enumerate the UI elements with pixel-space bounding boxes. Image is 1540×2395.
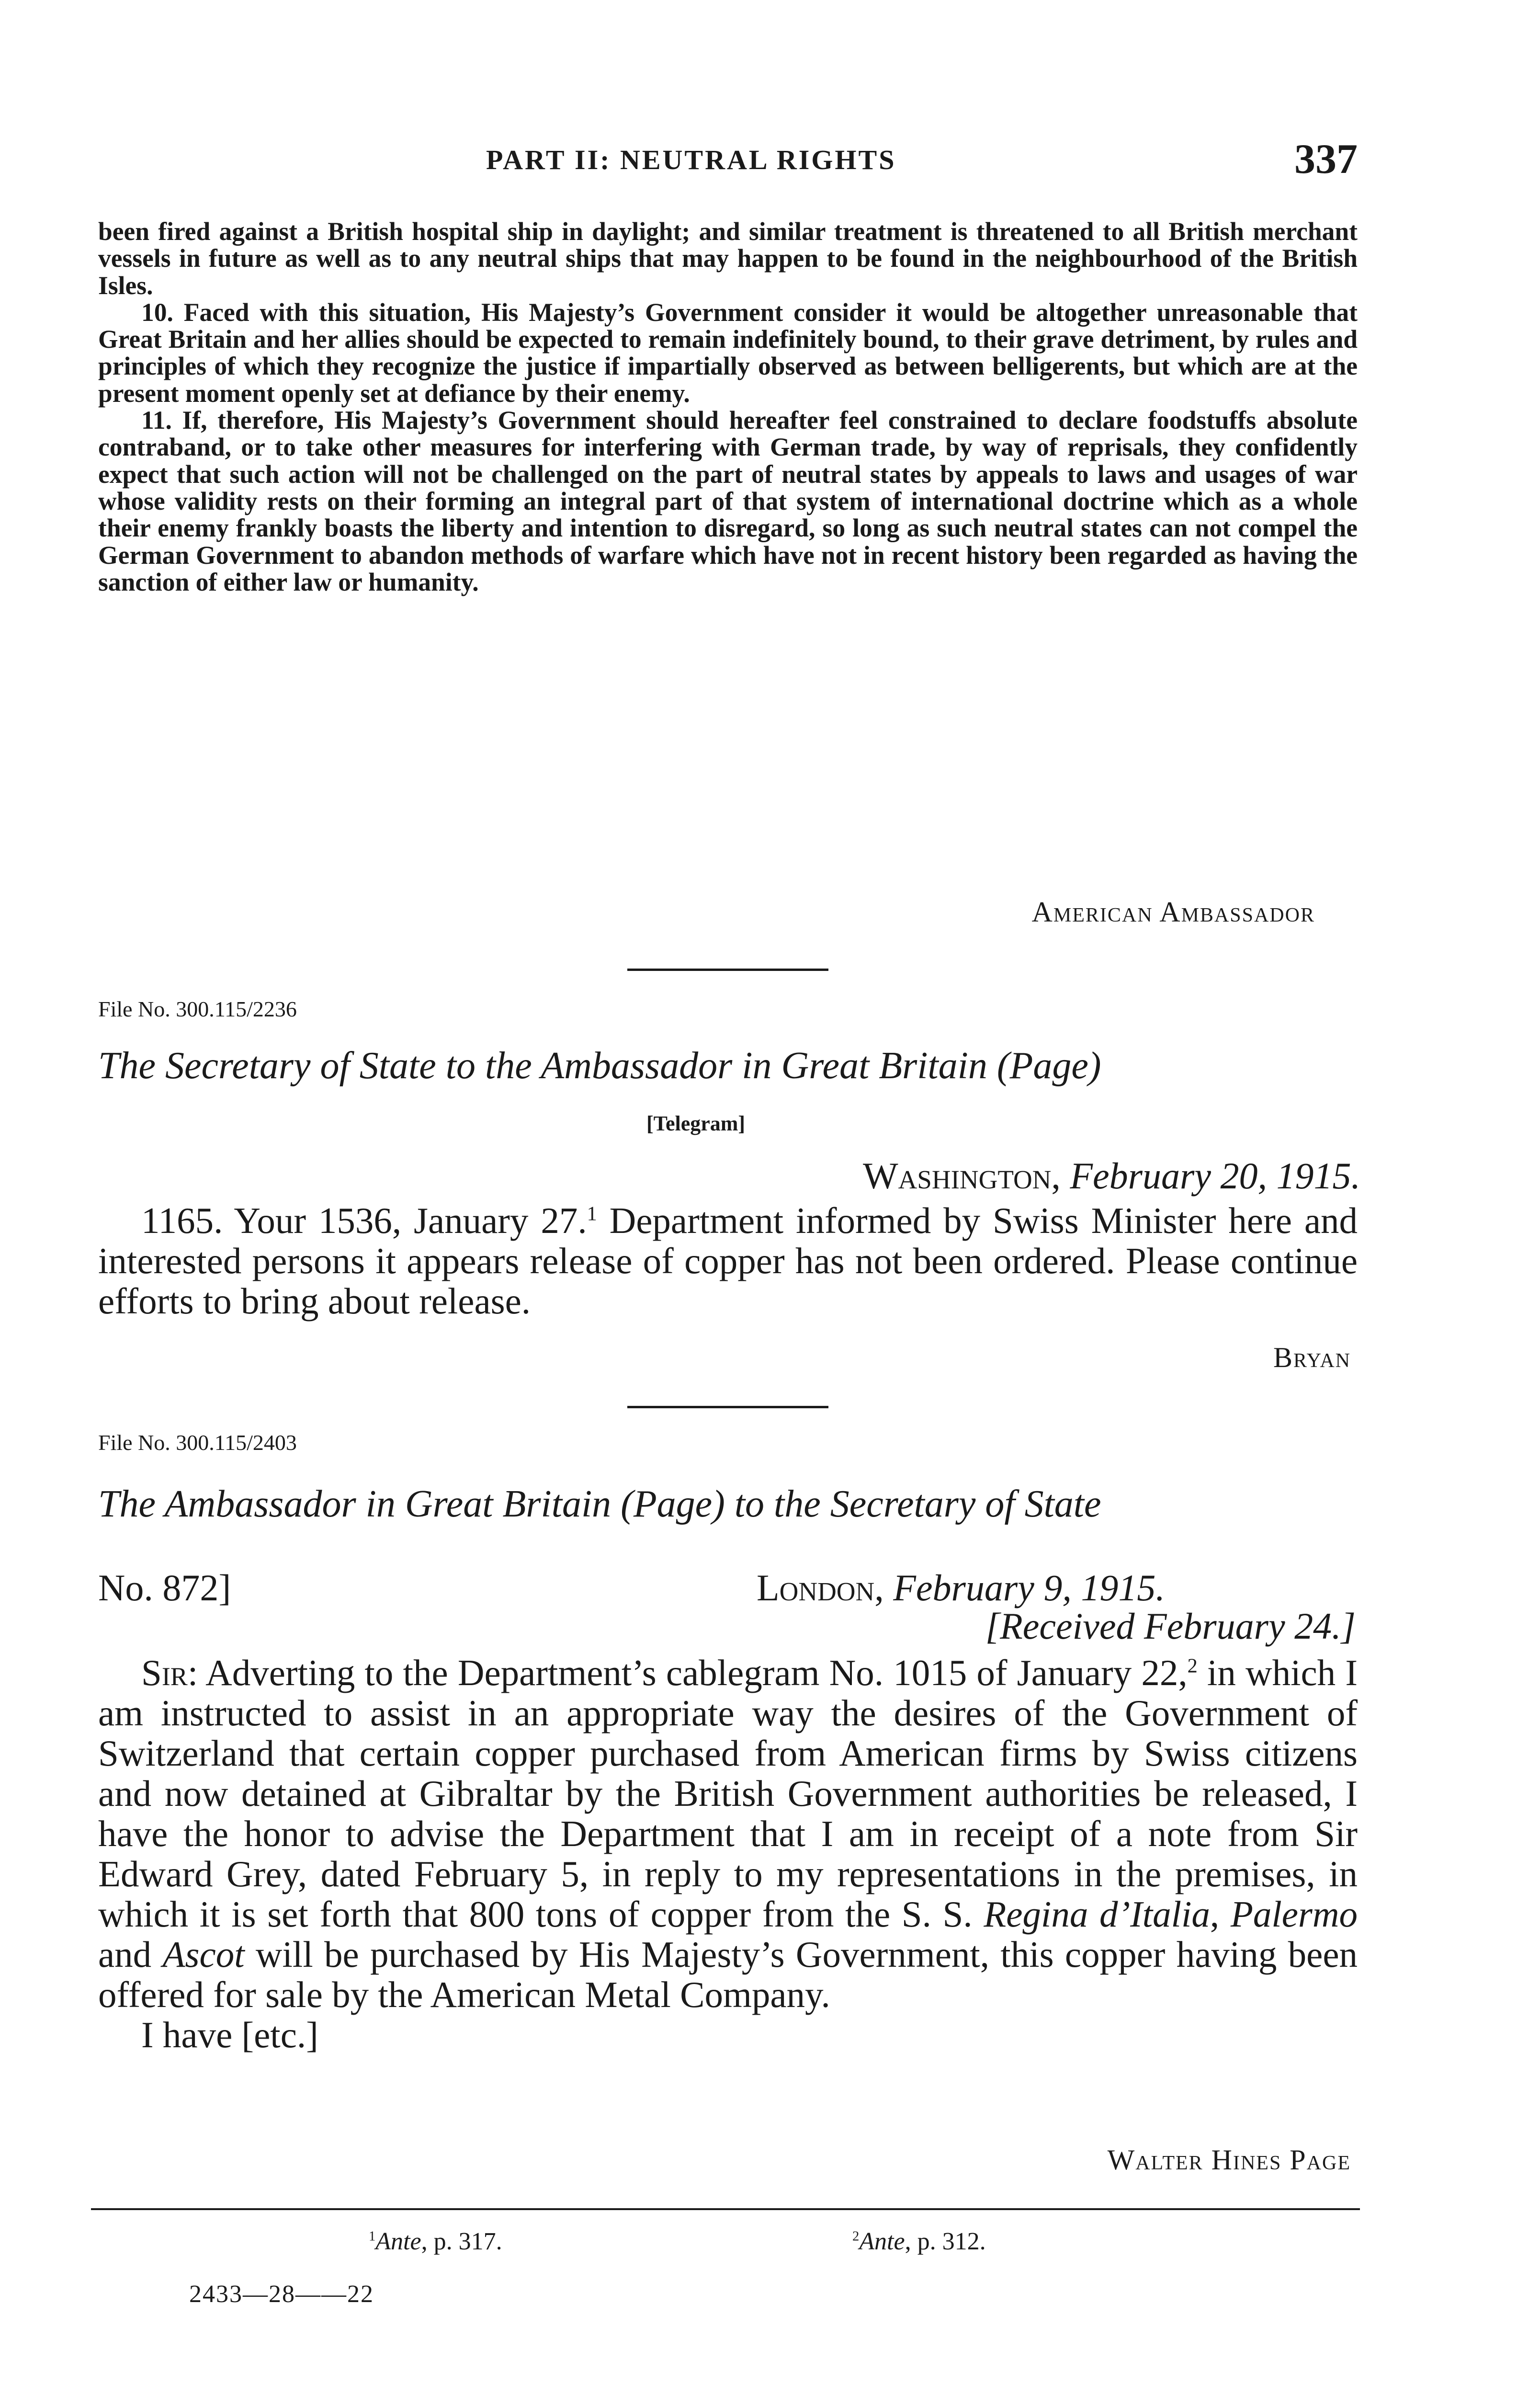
dateline-date: February 20, 1915.: [1070, 1155, 1360, 1197]
closing: I have [etc.]: [141, 2014, 318, 2055]
footnote-rule: [91, 2208, 1360, 2210]
dateline: [757, 1566, 1165, 1609]
file-number: File No. 300.115/2403: [98, 1430, 297, 1455]
signature-american-ambassador: American Ambassador: [1031, 896, 1315, 928]
footnote-reference: 2: [1187, 1654, 1198, 1677]
telegram-text-a: 1165. Your 1536, January 27.: [141, 1200, 587, 1241]
ship-name: Palermo: [1230, 1893, 1358, 1935]
page-number: 337: [1294, 136, 1358, 182]
running-head-title: PART II: NEUTRAL RIGHTS: [486, 144, 896, 175]
dateline-date: February 9, 1915.: [893, 1567, 1165, 1608]
telegram-body: [98, 1200, 1358, 1321]
print-code: 2433—28——22: [189, 2281, 374, 2308]
signature-walter-hines-page: Walter Hines Page: [1107, 2144, 1351, 2176]
dateline: [863, 1154, 1360, 1198]
section-divider: [627, 1406, 828, 1408]
section-divider: [627, 969, 828, 971]
despatch-paragraph: Sir: Adverting to the Department’s cablegram No. 1015 of January 22,$^2$ in which I am instructed to assist in an appropriate way the desires of the Government of Switzerland that certain copper purchased from American firms by Swiss citizens and now detained at Gibraltar by the British Government authorities be released, I have the honor to advise the Department that I am in receipt of a note from Sir Edward Grey, dated February 5, in reply to my representations in the premises, in which it is set forth that 800 tons of copper from the S. S. Regina d’Italia, Palermo and Ascot will be purchased by His Majesty’s Government, this copper having been offered for sale by the American Metal Company.: [98, 1652, 1358, 2015]
despatch-text-b: in which I am instructed to assist in an appropriate way the desires of the Government of Switzerland that certain copper purchased from American firms by Swiss citizens and now detained at Gibraltar by the British Government authorities be released, I have the honor to advise the Department that I am in receipt of a note from Sir Edward Grey, dated February 5, in reply to my representations in the premises, in which it is set forth that 800 tons of copper from the S. S.: [98, 1652, 1358, 1935]
file-number: File No. 300.115/2236: [98, 997, 297, 1021]
despatch-text-c: will be purchased by His Majesty’s Government, this copper having been offered for sale by the American Metal Company.: [98, 1934, 1358, 2015]
signature-bryan: Bryan: [1273, 1342, 1351, 1373]
despatch-number: No. 872]: [98, 1567, 231, 1608]
despatch-text-a: : Adverting to the Department’s cablegram No. 1015 of January 22,: [187, 1652, 1188, 1693]
dateline-place: London,: [757, 1567, 884, 1608]
footnote-1: $^1$Ante, p. 317.: [369, 2228, 502, 2255]
running-head: [98, 136, 1358, 182]
telegram-text-b: Department informed by Swiss Minister here and interested persons it appears release of copper has not been ordered. Please continue efforts to bring about release.: [98, 1200, 1358, 1322]
paragraph-10: 10. Faced with this situation, His Majesty’s Government consider it would be altogether unreasonable that Great Britain and her allies should be expected to remain indefinitely bound, to their grave detriment, by rules and principles of which they recognize the justice if impartially observed as between belligerents, but which are at the present moment openly set at defiance by their enemy.: [98, 297, 1358, 408]
telegram-label: [Telegram]: [646, 1112, 746, 1135]
continued-letter-text: [98, 218, 1358, 595]
received-date: [Received February 24.]: [985, 1605, 1356, 1647]
paragraph-11: 11. If, therefore, His Majesty’s Government should hereafter feel constrained to declare foodstuffs absolute contraband, or to take other measures for interfering with German trade, by way of reprisals, they confidently expect that such action will not be challenged on the part of neutral states by appeals to laws and usages of war whose validity rests on their forming an integral part of that system of international doctrine which as a whole their enemy frankly boasts the liberty and intention to disregard, so long as such neutral states can not compel the German Government to abandon methods of warfare which have not in recent history been regarded as having the sanction of either law or humanity.: [98, 406, 1358, 596]
salutation: Sir: [141, 1652, 188, 1693]
footnote-2: $^2$Ante, p. 312.: [852, 2228, 986, 2255]
footnote-reference: 1: [587, 1202, 597, 1225]
telegram-paragraph: [98, 1200, 1358, 1321]
paragraph-continued: been fired against a British hospital ship in daylight; and similar treatment is threatened to all British merchant vessels in future as well as to any neutral ships that may happen to be found in the neighbourhood of the British Isles.: [98, 217, 1358, 300]
despatch-body: [98, 1653, 1358, 2055]
dateline-place: Washington,: [862, 1155, 1061, 1197]
document-title: The Secretary of State to the Ambassador in Great Britain (Page): [98, 1045, 1101, 1087]
document-title: The Ambassador in Great Britain (Page) to the Secretary of State: [98, 1483, 1101, 1525]
ship-name: Ascot: [162, 1934, 245, 1975]
ship-name: Regina d’Italia: [984, 1893, 1210, 1935]
